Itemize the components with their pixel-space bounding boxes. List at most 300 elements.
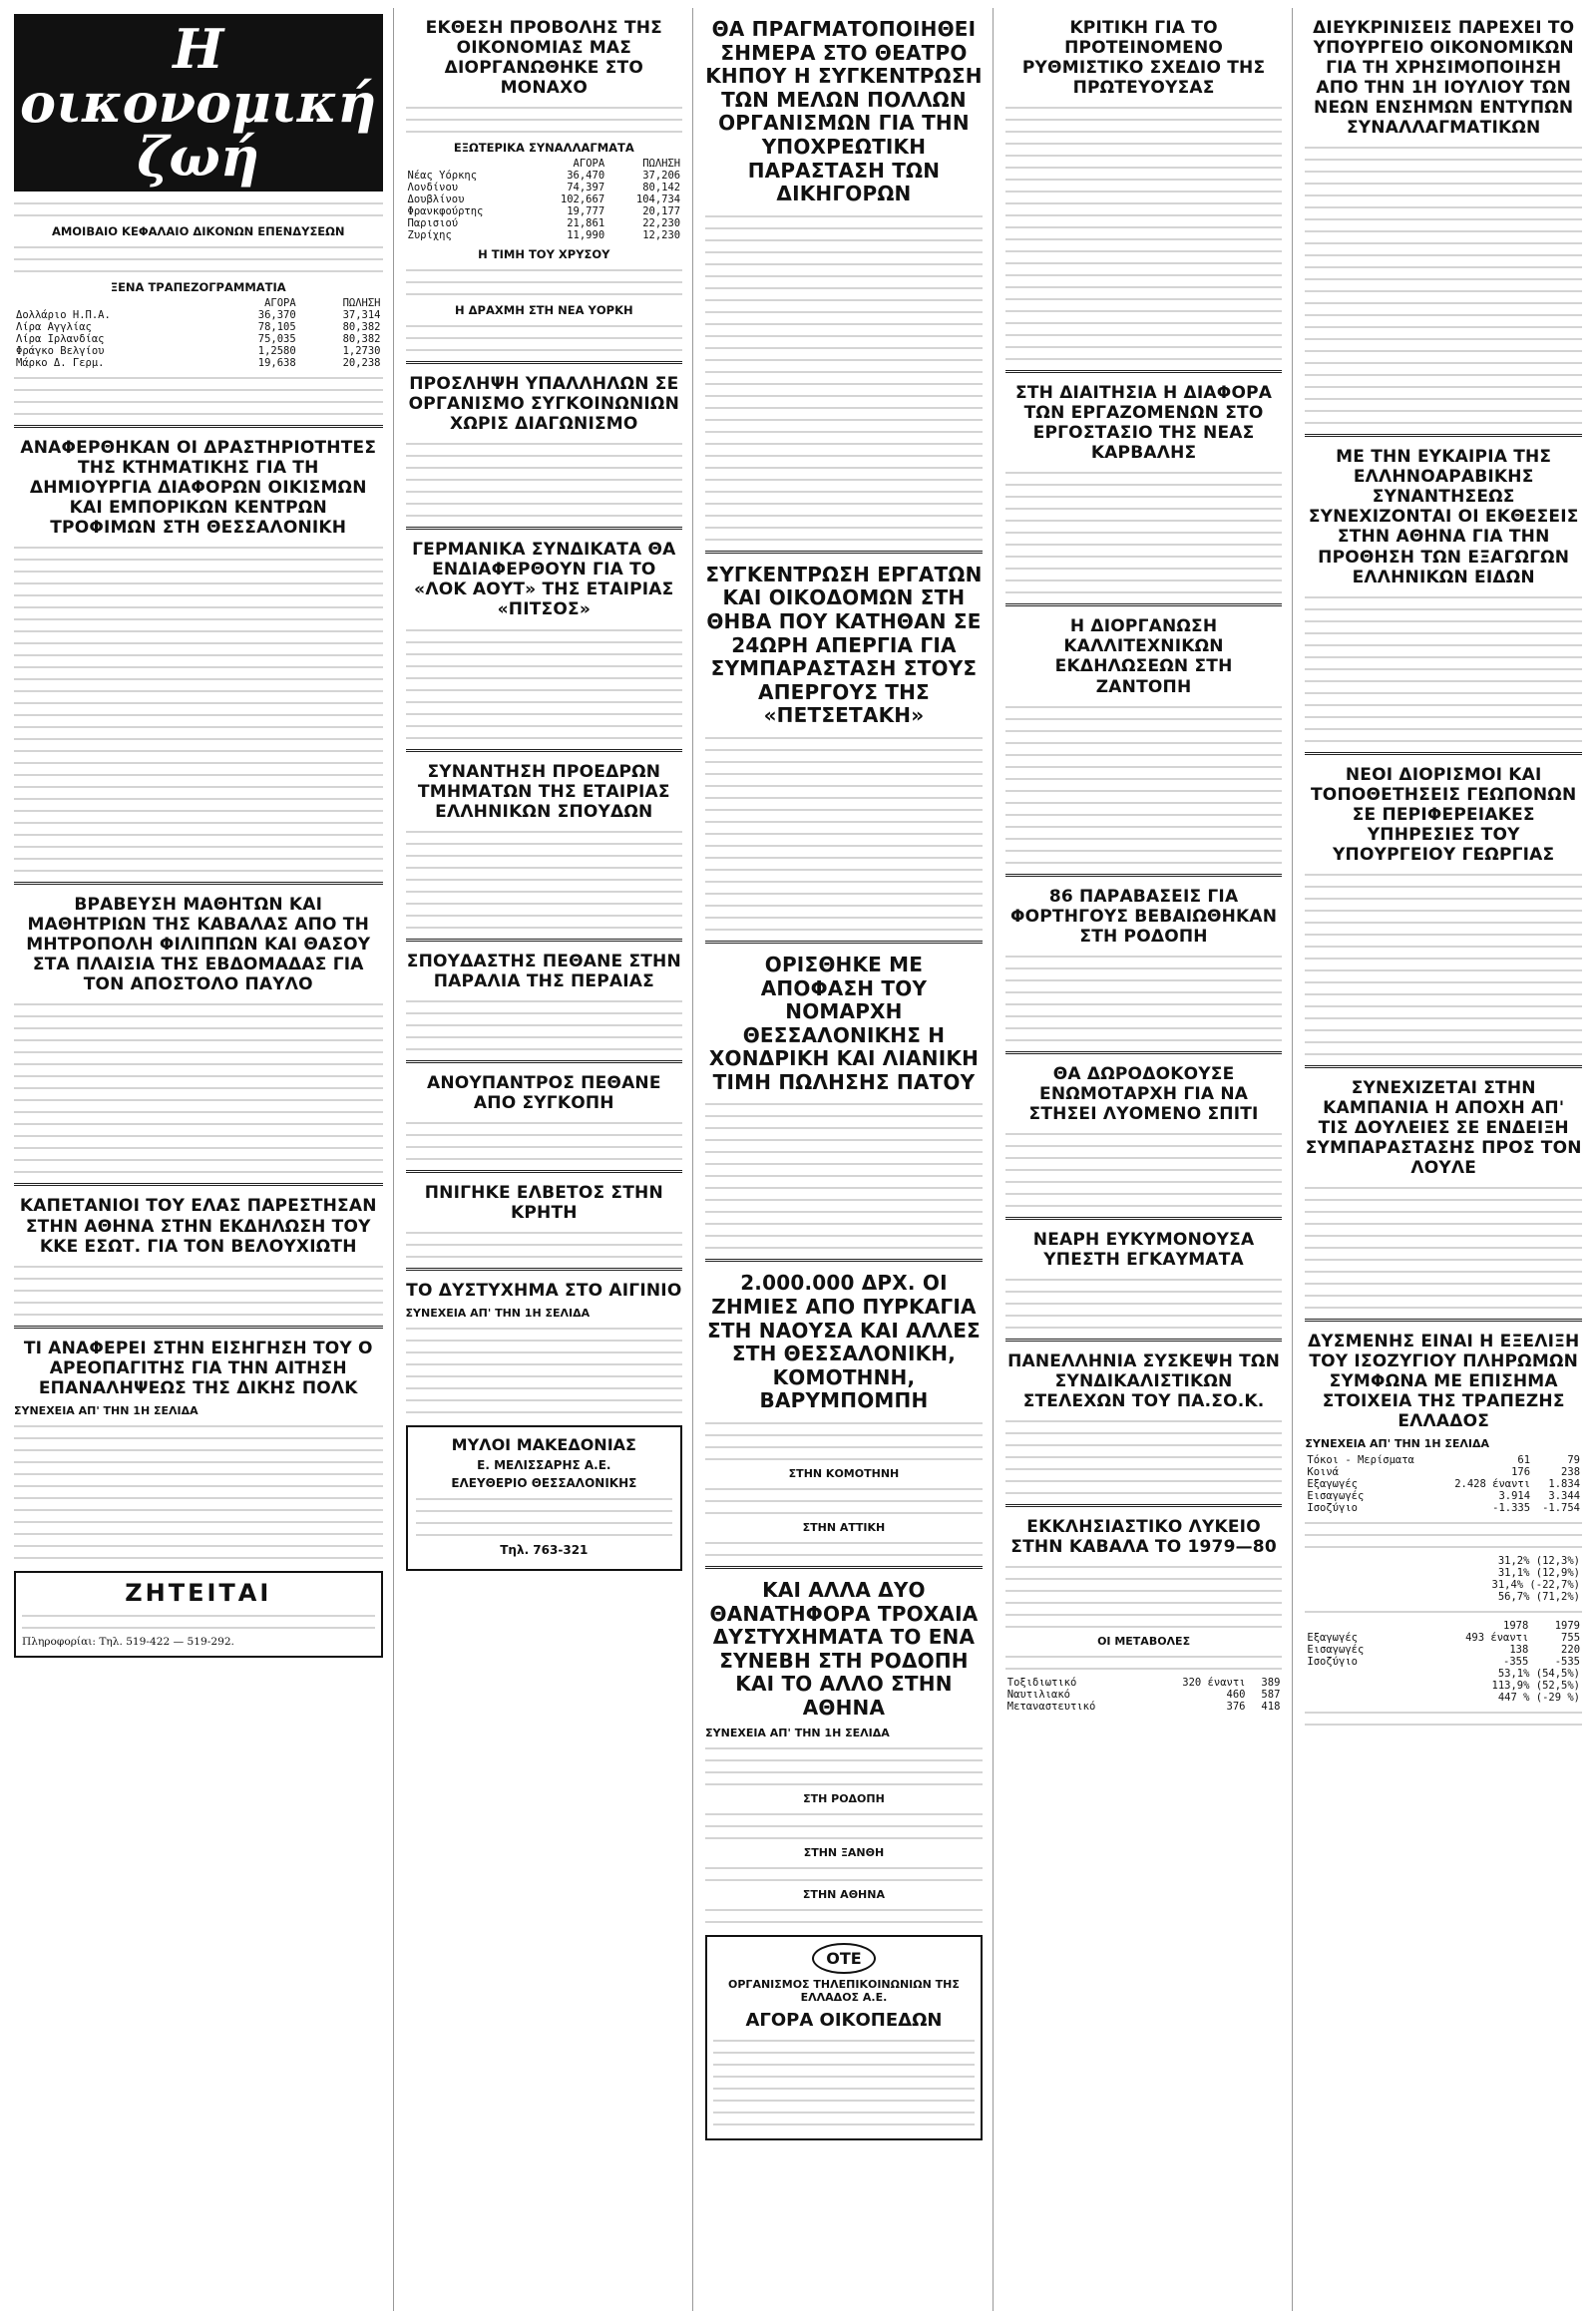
text-block <box>406 924 683 931</box>
text-block <box>1005 481 1283 488</box>
wanted-ad-contact: Πληροφορίαι: Τηλ. 519-422 — 519-292. <box>22 1635 234 1648</box>
text-block <box>1005 1587 1283 1594</box>
text-block <box>1305 1014 1582 1021</box>
text-block <box>406 1021 683 1028</box>
text-block <box>1305 883 1582 890</box>
table-header: ΠΩΛΗΣΗ <box>342 297 381 309</box>
text-block <box>14 243 383 250</box>
text-block <box>1005 223 1283 230</box>
table-cell: 447 % (-29 %) <box>1497 1692 1581 1705</box>
text-block <box>1005 188 1283 194</box>
text-block <box>705 1232 983 1239</box>
text-block <box>1005 1166 1283 1173</box>
text-block <box>14 1494 383 1501</box>
text-block <box>1305 1256 1582 1263</box>
text-block <box>1305 371 1582 378</box>
text-block <box>22 1612 375 1619</box>
text-block <box>705 1551 983 1558</box>
table-header: ΠΩΛΗΣΗ <box>642 158 681 171</box>
table-cell: -355 <box>1503 1656 1529 1669</box>
table-row <box>1305 1490 1582 1502</box>
text-block <box>406 1372 683 1379</box>
table-row <box>406 170 683 182</box>
text-block <box>1005 343 1283 350</box>
headline: ΘΑ ΠΡΑΓΜΑΤΟΠΟΙΗΘΕΙ ΣΗΜΕΡΑ ΣΤΟ ΘΕΑΤΡΟ ΚΗΠΟΥ Η ΣΥΓΚΕΝΤΡΩΣΗ ΤΩΝ ΜΕΛΩΝ ΠΟΛΛΩΝ ΟΡΓΑΝΙΣΜΩΝ ΓΙΑ ΤΗΝ ΥΠΟΧΡΕΩΤΙΚΗ ΠΑΡΑΣΤΑΣΗ ΤΩΝ ΔΙΚΗΓΟΡΩΝ <box>705 17 983 206</box>
text-block <box>1305 335 1582 342</box>
text-block <box>14 1060 383 1067</box>
table-row <box>406 205 683 217</box>
table-cell: 80,142 <box>642 182 681 194</box>
text-block <box>705 1768 983 1775</box>
table-cell: 53,1% (54,5%) <box>1497 1668 1581 1681</box>
text-block <box>705 1509 983 1516</box>
table-cell: 389 <box>1261 1677 1281 1690</box>
text-block <box>705 758 983 765</box>
text-block <box>1305 227 1582 234</box>
section-subhead: ΣΤΗΝ ΑΤΤΙΚΗ <box>802 1521 886 1535</box>
text-block <box>14 831 383 838</box>
text-block <box>1005 1453 1283 1460</box>
text-block <box>705 260 983 267</box>
text-block <box>1005 283 1283 290</box>
divider <box>705 941 983 944</box>
text-block <box>1305 1220 1582 1227</box>
drachma-title: Η ΔΡΑΧΜΗ ΣΤΗ ΝΕΑ ΥΟΡΚΗ <box>455 303 633 318</box>
table-header <box>406 158 532 170</box>
table-cell <box>1305 1620 1411 1632</box>
text-block <box>1005 1312 1283 1319</box>
text-block <box>705 890 983 897</box>
headline: ΣΤΗ ΔΙΑΙΤΗΣΙΑ Η ΔΙΑΦΟΡΑ ΤΩΝ ΕΡΓΑΖΟΜΕΝΩΝ ΣΤΟ ΕΡΓΟΣΤΑΣΙΟ ΤΗΣ ΝΕΑΣ ΚΑΡΒΑΛΗΣ <box>1015 383 1273 464</box>
text-block <box>705 794 983 801</box>
divider <box>705 1566 983 1569</box>
headline: ΚΡΙΤΙΚΗ ΓΙΑ ΤΟ ΠΡΟΤΕΙΝΟΜΕΝΟ ΡΥΘΜΙΣΤΙΚΟ ΣΧΕΔΙΟ ΤΗΣ ΠΡΩΤΕΥΟΥΣΑΣ <box>1021 18 1266 99</box>
text-block <box>705 1208 983 1215</box>
table-row <box>406 182 683 193</box>
text-block <box>705 1497 983 1504</box>
text-block <box>14 374 383 381</box>
gold-title: Η ΤΙΜΗ ΤΟΥ ΧΡΥΣΟΥ <box>478 247 610 262</box>
text-block <box>705 1834 983 1841</box>
text-block <box>1005 1665 1283 1672</box>
headline: ΟΡΙΣΘΗΚΕ ΜΕ ΑΠΟΦΑΣΗ ΤΟΥ ΝΟΜΑΡΧΗ ΘΕΣΣΑΛΟΝΙΚΗΣ Η ΧΟΝΔΡΙΚΗ ΚΑΙ ΛΙΑΝΙΚΗ ΤΙΜΗ ΠΩΛΗΣΗΣ ΠΑΤΟΥ <box>708 952 980 1094</box>
table-cell: 21,861 <box>567 217 605 230</box>
table-cell: 61 <box>1517 1454 1531 1467</box>
text-block <box>14 1530 383 1537</box>
text-block <box>406 116 683 123</box>
deposits-title: ΑΜΟΙΒΑΙΟ ΚΕΦΑΛΑΙΟ ΔΙΚΟΝΩΝ ΕΠΕΝΔΥΣΕΩΝ <box>51 224 345 238</box>
table-cell: 31,4% (-22,7%) <box>1491 1579 1581 1592</box>
percent-table <box>1305 1555 1582 1603</box>
text-block <box>705 1876 983 1883</box>
text-block <box>1305 1709 1582 1716</box>
text-block <box>1005 1465 1283 1472</box>
table-row <box>1305 1668 1582 1680</box>
text-block <box>406 686 683 693</box>
table-row <box>14 333 383 345</box>
text-block <box>705 476 983 483</box>
text-block <box>1305 641 1582 648</box>
text-block <box>14 1287 383 1294</box>
mills-ad-title: ΜΥΛΟΙ ΜΑΚΕΔΟΝΙΑΣ <box>451 1434 636 1454</box>
text-block <box>705 854 983 861</box>
text-block <box>705 344 983 351</box>
text-block <box>1005 247 1283 254</box>
text-block <box>705 488 983 495</box>
text-block <box>705 416 983 423</box>
text-block <box>1305 1232 1582 1239</box>
table-cell: 493 έναντι <box>1465 1632 1529 1645</box>
percent-table-2 <box>1305 1668 1582 1704</box>
text-block <box>713 2120 975 2127</box>
table-cell: 20,238 <box>342 357 381 369</box>
text-block <box>14 687 383 694</box>
text-block <box>1005 1300 1283 1307</box>
text-block <box>705 1918 983 1925</box>
text-block <box>705 428 983 435</box>
divider <box>1005 603 1283 606</box>
headline: ΣΥΝΑΝΤΗΣΗ ΠΡΟΕΔΡΩΝ ΤΜΗΜΑΤΩΝ ΤΗΣ ΕΤΑΙΡΙΑΣ ΕΛΛΗΝΙΚΩΝ ΣΠΟΥΔΩΝ <box>417 761 670 822</box>
text-block <box>1305 1280 1582 1287</box>
headline: ΝΕΟΙ ΔΙΟΡΙΣΜΟΙ ΚΑΙ ΤΟΠΟΘΕΤΗΣΕΙΣ ΓΕΩΠΟΝΩΝ ΣΕ ΠΕΡΙΦΕΡΕΙΑΚΕΣ ΥΠΗΡΕΣΙΕΣ ΤΟΥ ΥΠΟΥΡΓΕΙΟΥ ΓΕΩΡΓΙΑΣ <box>1311 764 1577 865</box>
text-block <box>14 1482 383 1489</box>
headline: ΠΑΝΕΛΛΗΝΙΑ ΣΥΣΚΕΨΗ ΤΩΝ ΣΥΝΔΙΚΑΛΙΣΤΙΚΩΝ ΣΤΕΛΕΧΩΝ ΤΟΥ ΠΑ.ΣΟ.Κ. <box>1007 1350 1281 1412</box>
table-cell: 2.428 έναντι <box>1454 1478 1531 1491</box>
text-block <box>14 398 383 405</box>
text-block <box>406 104 683 111</box>
text-block <box>406 698 683 705</box>
text-block <box>1305 907 1582 914</box>
table-row <box>1305 1502 1582 1514</box>
table-header-row <box>14 297 383 309</box>
text-block <box>1005 835 1283 842</box>
divider <box>1005 1217 1283 1220</box>
table-cell: 220 <box>1561 1644 1581 1657</box>
text-block <box>14 1000 383 1007</box>
table-cell: 37,314 <box>342 309 381 321</box>
text-block <box>14 267 383 274</box>
text-block <box>406 1143 683 1150</box>
text-block <box>1005 847 1283 854</box>
text-block <box>14 1263 383 1270</box>
text-block <box>1305 617 1582 624</box>
text-block <box>705 1822 983 1829</box>
text-block <box>1005 1429 1283 1436</box>
text-block <box>14 1311 383 1318</box>
text-block <box>14 1434 383 1441</box>
text-block <box>406 512 683 519</box>
text-block <box>14 711 383 718</box>
text-block <box>1005 295 1283 302</box>
text-block <box>406 1360 683 1367</box>
text-block <box>14 699 383 706</box>
table-cell: Ισοζύγιο <box>1307 1502 1358 1515</box>
text-block <box>1005 1142 1283 1149</box>
text-block <box>14 1012 383 1019</box>
text-block <box>14 819 383 826</box>
text-block <box>14 1156 383 1163</box>
text-block <box>1305 1531 1582 1538</box>
table-cell: 74,397 <box>567 182 605 194</box>
fx-table <box>406 158 683 241</box>
table-cell: Φράγκο Βελγίου <box>16 345 105 357</box>
year-table <box>1305 1620 1582 1668</box>
text-block <box>14 1108 383 1115</box>
text-block <box>1005 355 1283 362</box>
headline: ΓΕΡΜΑΝΙΚΑ ΣΥΝΔΙΚΑΤΑ ΘΑ ΕΝΔΙΑΦΕΡΘΟΥΝ ΓΙΑ ΤΟ «ΛΟΚ ΑΟΥΤ» ΤΗΣ ΕΤΑΙΡΙΑΣ «ΠΙΤΣΟΣ» <box>412 540 676 620</box>
text-block <box>406 500 683 507</box>
continued-label: ΣΥΝΕΧΕΙΑ ΑΠ' ΤΗΝ 1Η ΣΕΛΙΔΑ <box>705 1726 890 1739</box>
text-block <box>1305 1026 1582 1033</box>
text-block <box>1005 1623 1283 1630</box>
text-block <box>1305 665 1582 672</box>
text-block <box>14 1024 383 1031</box>
text-block <box>1005 1324 1283 1331</box>
text-block <box>1305 419 1582 426</box>
text-block <box>705 224 983 231</box>
table-cell: Νέας Υόρκης <box>407 170 478 183</box>
table-cell <box>1305 1591 1317 1603</box>
text-block <box>1005 953 1283 960</box>
text-block <box>14 843 383 850</box>
table-cell: Λονδίνου <box>407 182 459 194</box>
text-block <box>705 356 983 363</box>
text-block <box>1005 1130 1283 1137</box>
section-subhead: ΟΙ ΜΕΤΑΒΟΛΕΣ <box>1097 1635 1191 1649</box>
text-block <box>705 368 983 375</box>
table-row <box>1305 1466 1582 1478</box>
divider <box>406 361 683 364</box>
text-block <box>406 278 683 285</box>
text-block <box>1005 588 1283 595</box>
text-block <box>1305 275 1582 282</box>
text-block <box>406 997 683 1004</box>
text-block <box>705 1220 983 1227</box>
table-cell: Εξαγωγές <box>1307 1478 1358 1491</box>
text-block <box>14 639 383 646</box>
text-block <box>1005 964 1283 971</box>
text-block <box>1005 1477 1283 1484</box>
text-block <box>406 650 683 657</box>
text-block <box>1305 978 1582 985</box>
table-cell: Εισαγωγές <box>1307 1490 1365 1503</box>
table-cell <box>1305 1680 1317 1692</box>
table-cell: 31,1% (12,9%) <box>1497 1567 1581 1580</box>
text-block <box>14 783 383 790</box>
text-block <box>1305 144 1582 151</box>
text-block <box>705 380 983 387</box>
text-block <box>1005 1288 1283 1295</box>
text-block <box>1305 1050 1582 1057</box>
text-block <box>1305 347 1582 354</box>
table-cell <box>1305 1668 1317 1680</box>
text-block <box>406 1348 683 1355</box>
table-row <box>1005 1701 1283 1713</box>
table-row <box>1305 1454 1582 1466</box>
table-header: 1978 <box>1503 1620 1529 1633</box>
text-block <box>1005 1000 1283 1007</box>
text-block <box>14 867 383 874</box>
text-block <box>1005 211 1283 218</box>
text-block <box>705 1148 983 1155</box>
table-cell <box>1305 1692 1317 1704</box>
table-cell <box>1305 1555 1317 1567</box>
table-cell: Εισαγωγές <box>1307 1644 1365 1657</box>
text-block <box>705 464 983 471</box>
headline: ΑΝΟΥΠΑΝΤΡΟΣ ΠΕΘΑΝΕ ΑΠΟ ΣΥΓΚΟΠΗ <box>426 1072 661 1113</box>
text-block <box>14 663 383 670</box>
text-block <box>1005 493 1283 500</box>
table-cell: 36,370 <box>257 309 296 321</box>
text-block <box>705 296 983 303</box>
fx-title: ΕΞΩΤΕΡΙΚΑ ΣΥΝΑΛΛΑΓΜΑΤΑ <box>453 141 634 156</box>
headline: ΔΥΣΜΕΝΗΣ ΕΙΝΑΙ Η ΕΞΕΛΙΞΗ ΤΟΥ ΙΣΟΖΥΓΙΟΥ ΠΛΗΡΩΜΩΝ ΣΥΜΦΩΝΑ ΜΕ ΕΠΙΣΗΜΑ ΣΤΟΙΧΕΙΑ ΤΗΣ ΤΡΑΠΕΖΗΣ ΕΛΛΑΔΟΣ <box>1307 1332 1580 1432</box>
text-block <box>705 404 983 411</box>
text-block <box>1305 1184 1582 1191</box>
text-block <box>406 674 683 681</box>
section-subhead: ΣΤΗΝ ΚΟΜΟΤΗΝΗ <box>788 1467 900 1481</box>
text-block <box>1305 1608 1582 1615</box>
column-3 <box>705 8 994 2311</box>
text-block <box>14 627 383 634</box>
divider <box>406 1268 683 1271</box>
text-block <box>1005 1178 1283 1185</box>
text-block <box>705 284 983 291</box>
column-5 <box>1305 8 1582 2311</box>
section-subhead: ΣΤΗΝ ΑΘΗΝΑ <box>802 1887 885 1901</box>
table-cell: 36,470 <box>567 170 605 183</box>
divider <box>1305 1319 1582 1322</box>
text-block <box>1305 1519 1582 1526</box>
divider <box>1005 370 1283 373</box>
text-block <box>14 1144 383 1151</box>
text-block <box>14 255 383 262</box>
divider <box>705 1259 983 1262</box>
text-block <box>1305 677 1582 684</box>
text-block <box>705 1906 983 1913</box>
text-block <box>705 830 983 837</box>
text-block <box>713 2061 975 2068</box>
table-cell: Δουβλίνου <box>407 193 465 206</box>
text-block <box>14 1120 383 1127</box>
text-block <box>14 795 383 802</box>
text-block <box>1305 383 1582 390</box>
continued-label: ΣΥΝΕΧΕΙΑ ΑΠ' ΤΗΝ 1Η ΣΕΛΙΔΑ <box>14 1403 199 1417</box>
text-block <box>1005 517 1283 524</box>
text-block <box>416 1531 673 1538</box>
text-block <box>1305 251 1582 258</box>
text-block <box>406 1009 683 1016</box>
headline: ΚΑΠΕΤΑΝΙΟΙ ΤΟΥ ΕΛΑΣ ΠΑΡΕΣΤΗΣΑΝ ΣΤΗΝ ΑΘΗΝΑ ΣΤΗΝ ΕΚΔΗΛΩΣΗ ΤΟΥ ΚΚΕ ΕΣΩΤ. ΓΙΑ ΤΟΝ ΒΕΛΟΥΧΙΩΤΗ <box>19 1196 377 1257</box>
text-block <box>406 864 683 871</box>
text-block <box>705 1485 983 1492</box>
text-block <box>705 782 983 789</box>
table-row <box>1305 1567 1582 1579</box>
text-block <box>14 1422 383 1429</box>
text-block <box>14 1132 383 1139</box>
text-block <box>1305 1208 1582 1215</box>
text-block <box>14 1542 383 1549</box>
mills-ad-location: ΕΛΕΥΘΕΡΙΟ ΘΕΣΣΑΛΟΝΙΚΗΣ <box>451 1475 637 1490</box>
continued-label: ΣΥΝΕΧΕΙΑ ΑΠ' ΤΗΝ 1Η ΣΕΛΙΔΑ <box>405 1306 591 1320</box>
headline: ΚΑΙ ΑΛΛΑ ΔΥΟ ΘΑΝΑΤΗΦΟΡΑ ΤΡΟΧΑΙΑ ΔΥΣΤΥΧΗΜΑΤΑ ΤΟ ΕΝΑ ΣΥΝΕΒΗ ΣΤΗ ΡΟΔΟΠΗ ΚΑΙ ΤΟ ΑΛΛΟ ΣΤΗΝ ΑΘΗΝΑ <box>709 1578 979 1720</box>
text-block <box>1005 1024 1283 1031</box>
text-block <box>705 914 983 921</box>
text-block <box>1005 727 1283 734</box>
text-block <box>1305 1038 1582 1045</box>
text-block <box>1305 1543 1582 1550</box>
text-block <box>1005 565 1283 572</box>
text-block <box>14 1168 383 1175</box>
text-block <box>1305 323 1582 330</box>
divider <box>406 1170 683 1173</box>
divider <box>406 939 683 942</box>
continued-label: ΣΥΝΕΧΕΙΑ ΑΠ' ΤΗΝ 1Η ΣΕΛΙΔΑ <box>1305 1437 1490 1451</box>
text-block <box>1005 787 1283 794</box>
text-block <box>406 1119 683 1126</box>
table-cell: Φρανκφούρτης <box>407 205 484 218</box>
text-block <box>705 902 983 909</box>
text-block <box>14 211 383 218</box>
text-block <box>1005 1599 1283 1606</box>
ote-logo: ΟΤΕ <box>812 1943 875 1974</box>
text-block <box>1305 919 1582 926</box>
ote-ad-title: ΑΓΟΡΑ ΟΙΚΟΠΕΔΩΝ <box>745 2009 943 2031</box>
text-block <box>406 1337 683 1344</box>
divider <box>1005 1504 1283 1507</box>
text-block <box>705 1124 983 1131</box>
text-block <box>705 1780 983 1787</box>
table-cell: Ναυτιλιακό <box>1006 1689 1070 1702</box>
text-block <box>406 876 683 883</box>
text-block <box>1305 737 1582 744</box>
table-cell: Δολλάριο Η.Π.Α. <box>16 309 111 321</box>
table-cell: Ισοζύγιο <box>1307 1656 1358 1669</box>
text-block <box>14 556 383 563</box>
text-block <box>705 1455 983 1462</box>
text-block <box>14 579 383 586</box>
table-cell: 1,2730 <box>342 345 381 357</box>
text-block <box>1005 1417 1283 1424</box>
table-cell: 56,7% (71,2%) <box>1497 1591 1581 1604</box>
text-block <box>1305 1721 1582 1728</box>
divider <box>14 1326 383 1329</box>
text-block <box>705 1431 983 1438</box>
text-block <box>1005 469 1283 476</box>
text-block <box>705 536 983 543</box>
text-block <box>1305 871 1582 878</box>
text-block <box>705 272 983 279</box>
headline: Η ΔΙΟΡΓΑΝΩΣΗ ΚΑΛΛΙΤΕΧΝΙΚΩΝ ΕΚΔΗΛΩΣΕΩΝ ΣΤΗ ΖΑΝΤΟΠΗ <box>1054 616 1233 697</box>
text-block <box>406 1229 683 1236</box>
text-block <box>14 651 383 658</box>
table-row <box>1305 1478 1582 1490</box>
text-block <box>406 1253 683 1260</box>
text-block <box>705 926 983 933</box>
banknotes-title: ΞΕΝΑ ΤΡΑΠΕΖΟΓΡΑΜΜΑΤΙΑ <box>110 280 286 294</box>
text-block <box>713 2073 975 2080</box>
text-block <box>1305 725 1582 732</box>
text-block <box>705 212 983 219</box>
text-block <box>1305 943 1582 950</box>
banknotes-table <box>14 297 383 369</box>
text-block <box>1005 1036 1283 1043</box>
mills-ad-company: Ε. ΜΕΛΙΣΣΑΡΗΣ Α.Ε. <box>477 1457 611 1472</box>
text-block <box>1305 287 1582 294</box>
column-1 <box>14 8 394 2311</box>
table-header: ΑΓΟΡΑ <box>573 158 605 171</box>
text-block <box>705 524 983 531</box>
